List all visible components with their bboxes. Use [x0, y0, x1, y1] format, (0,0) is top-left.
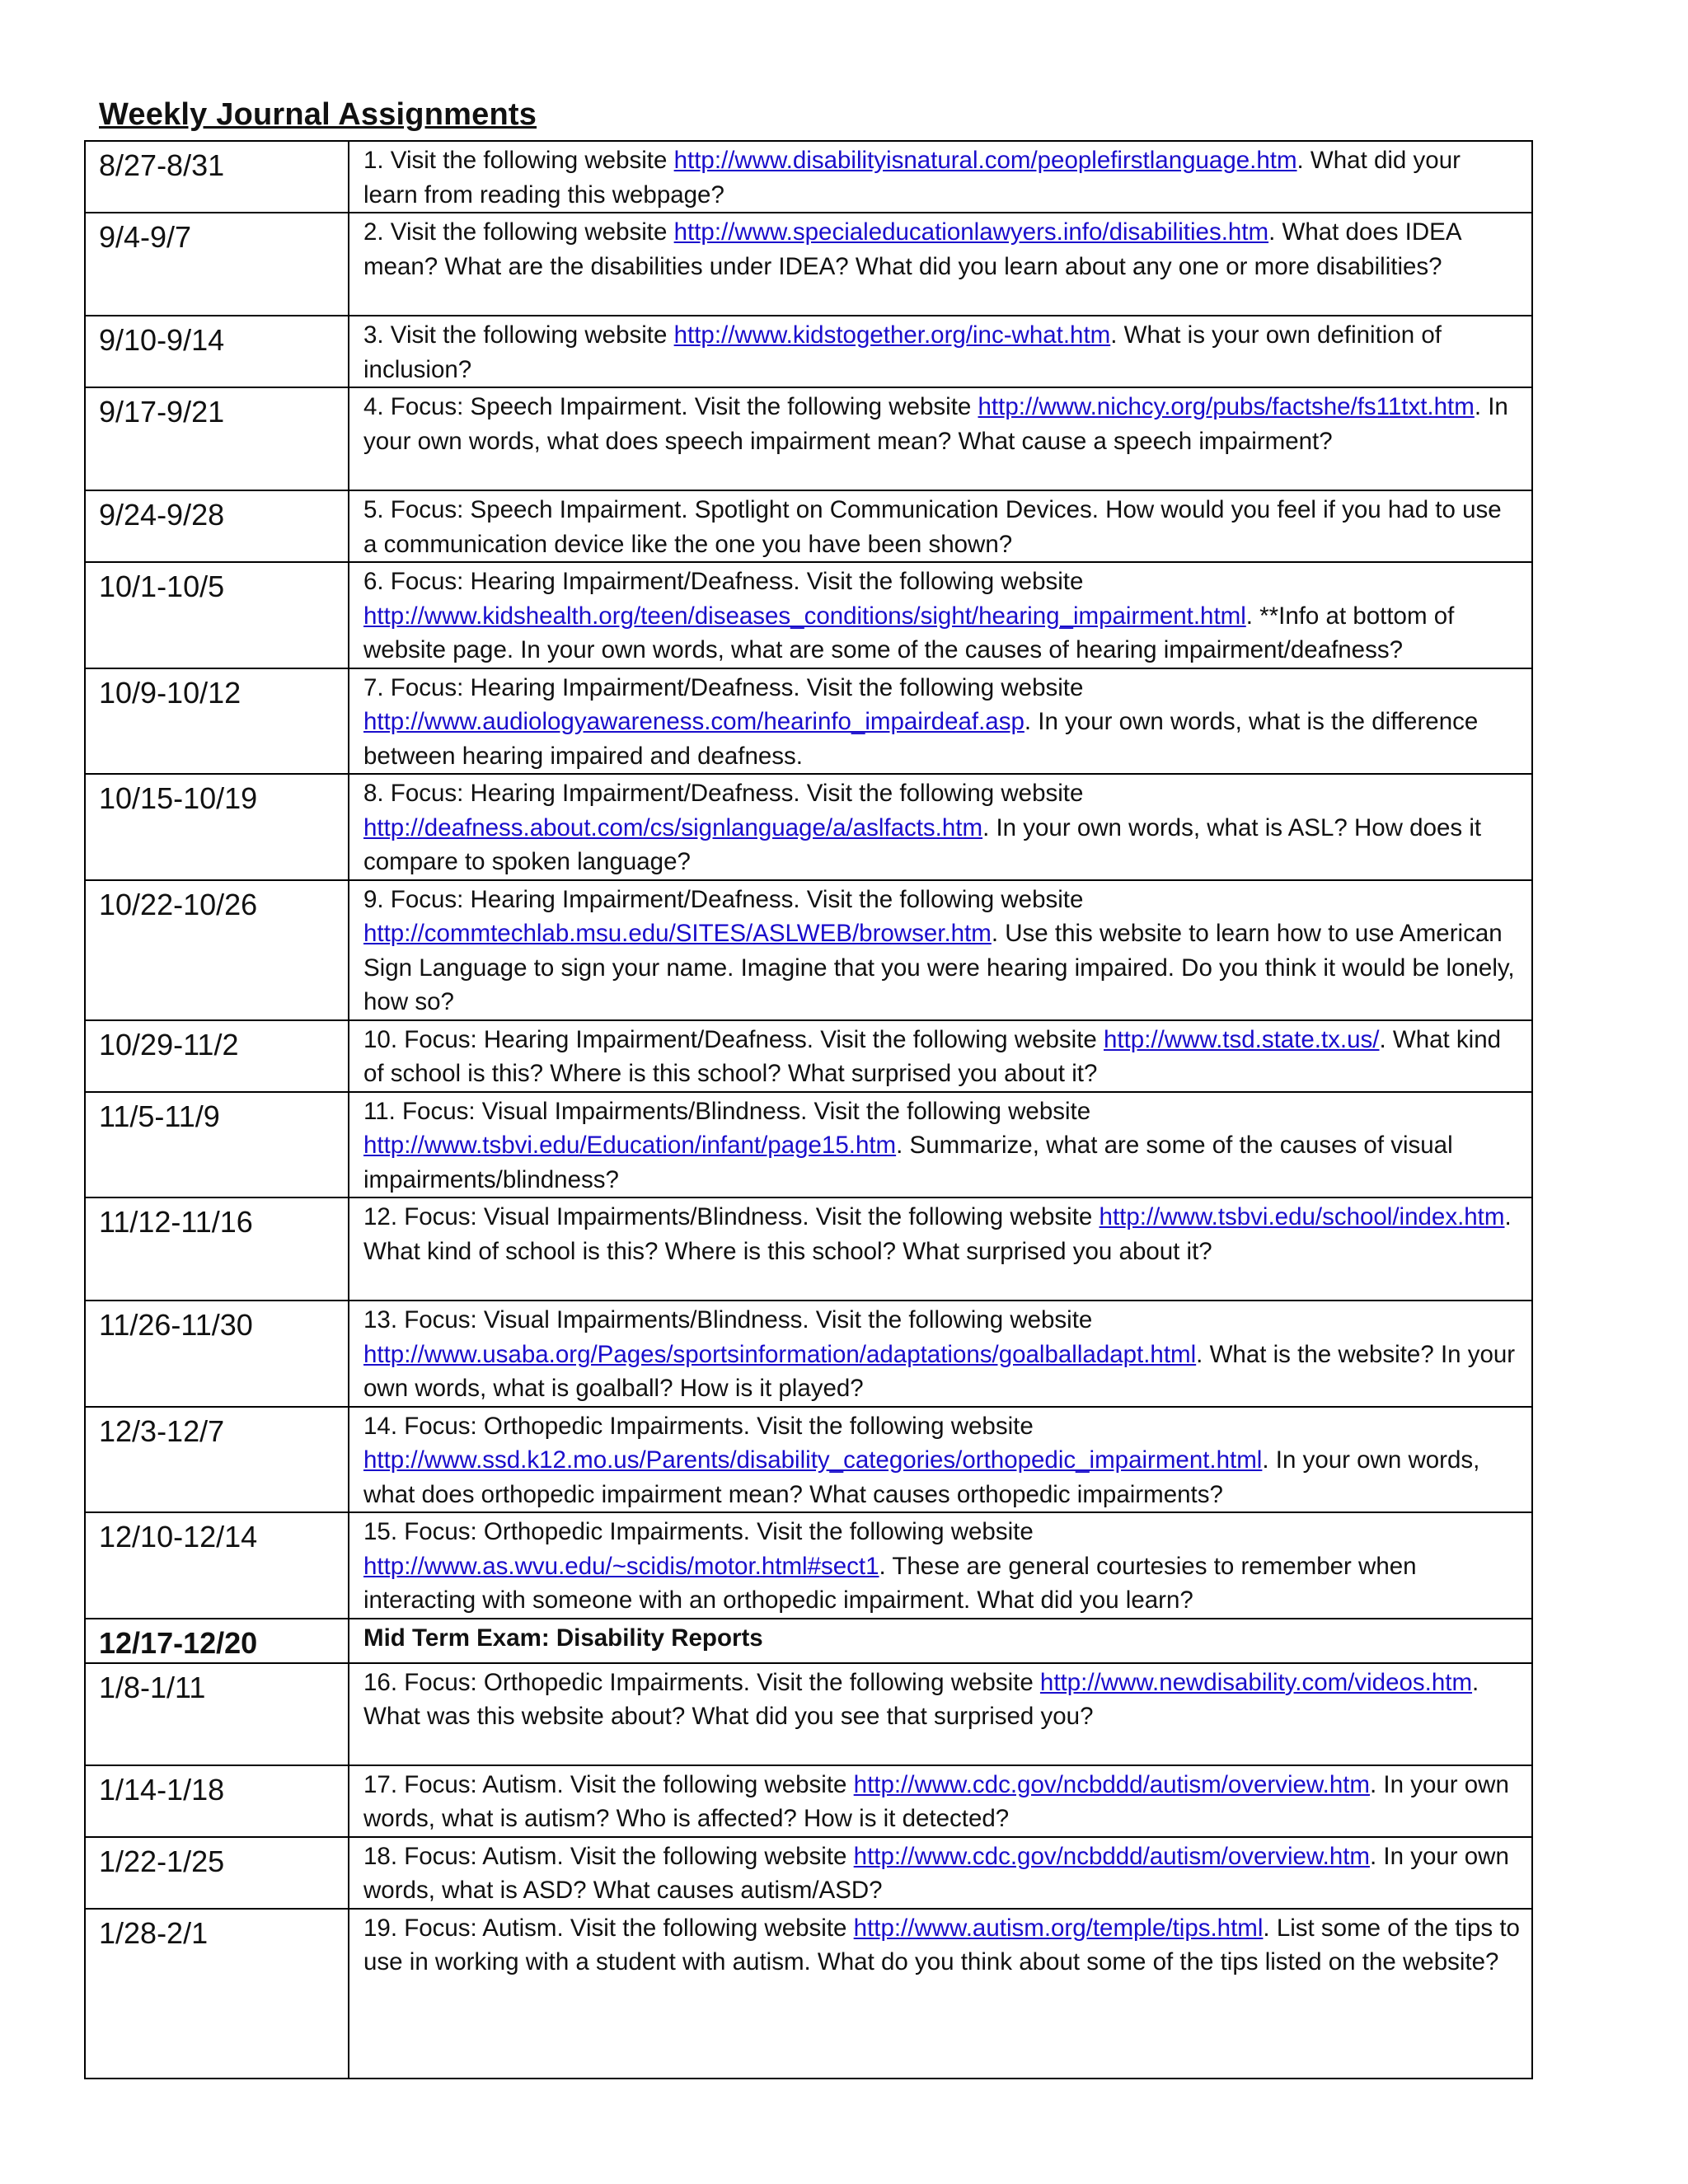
- week-date-cell: 9/4-9/7: [85, 213, 349, 316]
- assignment-question-text: . What kind of school is this? Where is this school? What surprised you about it?: [363, 1025, 1502, 1087]
- assignment-text: 17. Focus: Autism. Visit the following website: [363, 1770, 854, 1798]
- assignment-cell: [349, 668, 1532, 775]
- week-date-cell: 10/29-11/2: [85, 1020, 349, 1092]
- assignment-question-text: . Use this website to learn how to use American Sign Language to sign your name. Imagine that you were hearing impaired. Do you think it would be lonely, how so?: [363, 920, 1515, 1015]
- website-link[interactable]: http://www.kidstogether.org/inc-what.htm: [673, 321, 1111, 349]
- website-link[interactable]: http://www.tsbvi.edu/Education/infant/page15.htm: [363, 1132, 897, 1159]
- table-row: [85, 316, 1532, 387]
- assignment-text: 2. Visit the following website: [363, 218, 674, 246]
- week-date-cell: 11/26-11/30: [85, 1301, 349, 1407]
- week-date-cell: 11/5-11/9: [85, 1092, 349, 1198]
- assignment-question-text: . What is the website? In your own words, what is goalball? How is it played?: [363, 1340, 1516, 1402]
- table-row: [85, 1663, 1532, 1765]
- week-date-cell: 8/27-8/31: [85, 141, 349, 213]
- table-row: [85, 213, 1532, 316]
- website-link[interactable]: http://www.ssd.k12.mo.us/Parents/disability_categories/orthopedic_impairment.html: [363, 1446, 1263, 1474]
- week-date-cell: 10/1-10/5: [85, 562, 349, 668]
- website-link[interactable]: http://www.cdc.gov/ncbddd/autism/overview.htm: [853, 1770, 1370, 1798]
- table-row: [85, 1512, 1532, 1619]
- assignment-question-text: . In your own words, what is ASL? How does it compare to spoken language?: [363, 813, 1482, 875]
- week-date-cell: 1/28-2/1: [85, 1909, 349, 2079]
- assignment-cell: [349, 1301, 1532, 1407]
- table-row: [85, 1619, 1532, 1663]
- assignment-question-text: . What kind of school is this? Where is this school? What surprised you about it?: [363, 1203, 1512, 1265]
- assignment-cell: [349, 1663, 1532, 1765]
- assignment-question-text: . What is your own definition of inclusion?: [363, 321, 1442, 383]
- assignment-cell: [349, 1092, 1532, 1198]
- assignment-cell: [349, 387, 1532, 490]
- assignment-question-text: . These are general courtesies to remember when interacting with someone with an orthopedic impairment. What did you learn?: [363, 1552, 1417, 1614]
- week-date-cell: 10/22-10/26: [85, 880, 349, 1020]
- assignment-cell: [349, 880, 1532, 1020]
- week-date-cell: 12/10-12/14: [85, 1512, 349, 1619]
- assignment-text: 14. Focus: Orthopedic Impairments. Visit the following website: [363, 1412, 1034, 1440]
- website-link[interactable]: http://www.newdisability.com/videos.htm: [1039, 1668, 1473, 1696]
- week-date-cell: 9/17-9/21: [85, 387, 349, 490]
- assignment-cell: [349, 1512, 1532, 1619]
- assignment-text: 13. Focus: Visual Impairments/Blindness. Visit the following website: [363, 1306, 1093, 1333]
- table-row: [85, 774, 1532, 880]
- week-date-cell: 9/10-9/14: [85, 316, 349, 387]
- table-row: [85, 1301, 1532, 1407]
- assignment-cell: [349, 1619, 1532, 1663]
- week-date-cell: 1/14-1/18: [85, 1765, 349, 1837]
- assignment-cell: [349, 1837, 1532, 1909]
- website-link[interactable]: http://commtechlab.msu.edu/SITES/ASLWEB/browser.htm: [363, 920, 992, 947]
- table-row: [85, 562, 1532, 668]
- week-date-cell: 12/17-12/20: [85, 1619, 349, 1663]
- assignment-question-text: . In your own words, what is autism? Who is affected? How is it detected?: [363, 1770, 1509, 1832]
- table-row: [85, 387, 1532, 490]
- assignment-question-text: . In your own words, what is ASD? What causes autism/ASD?: [363, 1842, 1509, 1904]
- assignment-cell: [349, 1020, 1532, 1092]
- assignment-text: 3. Visit the following website: [363, 321, 674, 349]
- table-row: [85, 1092, 1532, 1198]
- table-row: [85, 880, 1532, 1020]
- assignment-text: 16. Focus: Orthopedic Impairments. Visit the following website: [363, 1668, 1040, 1696]
- assignment-cell: [349, 1765, 1532, 1837]
- week-date-cell: 12/3-12/7: [85, 1407, 349, 1513]
- week-date-cell: 9/24-9/28: [85, 490, 349, 562]
- assignment-text: 5. Focus: Speech Impairment. Spotlight on Communication Devices. How would you feel if you had to use a communication device like the one you have been shown?: [363, 496, 1502, 558]
- assignment-cell: [349, 774, 1532, 880]
- website-link[interactable]: http://www.tsd.state.tx.us/: [1104, 1025, 1380, 1053]
- website-link[interactable]: http://www.specialeducationlawyers.info/disabilities.htm: [673, 218, 1269, 246]
- website-link[interactable]: http://www.cdc.gov/ncbddd/autism/overview.htm: [853, 1842, 1370, 1870]
- assignment-cell: [349, 316, 1532, 387]
- assignment-cell: [349, 1407, 1532, 1513]
- assignment-cell: [349, 141, 1532, 213]
- website-link[interactable]: http://www.autism.org/temple/tips.html: [853, 1914, 1264, 1942]
- assignment-question-text: . What does IDEA mean? What are the disabilities under IDEA? What did you learn about any one or more disabilities?: [363, 218, 1461, 280]
- website-link[interactable]: http://www.as.wvu.edu/~scidis/motor.html#sect1: [363, 1552, 879, 1580]
- assignment-question-text: . In your own words, what does speech impairment mean? What cause a speech impairment?: [363, 393, 1508, 455]
- table-row: [85, 1020, 1532, 1092]
- assignment-cell: [349, 562, 1532, 668]
- assignment-question-text: . In your own words, what is the difference between hearing impaired and deafness.: [363, 708, 1479, 770]
- assignment-question-text: . **Info at bottom of website page. In your own words, what are some of the causes of hearing impairment/deafness?: [363, 602, 1455, 663]
- assignment-question-text: . What was this website about? What did you see that surprised you?: [363, 1668, 1479, 1730]
- assignment-text: 1. Visit the following website: [363, 147, 674, 174]
- table-row: [85, 1765, 1532, 1837]
- website-link[interactable]: http://www.nichcy.org/pubs/factshe/fs11txt.htm: [978, 393, 1475, 420]
- assignment-text: 7. Focus: Hearing Impairment/Deafness. Visit the following website: [363, 673, 1084, 701]
- assignments-table: [84, 140, 1533, 2079]
- assignment-text: 12. Focus: Visual Impairments/Blindness. Visit the following website: [363, 1203, 1100, 1230]
- assignment-question-text: . In your own words, what does orthopedic impairment mean? What causes orthopedic impairments?: [363, 1446, 1480, 1508]
- assignment-text: 10. Focus: Hearing Impairment/Deafness. Visit the following website: [363, 1025, 1104, 1053]
- assignment-question-text: . Summarize, what are some of the causes of visual impairments/blindness?: [363, 1132, 1453, 1193]
- assignment-text: 9. Focus: Hearing Impairment/Deafness. Visit the following website: [363, 885, 1084, 913]
- assignment-question-text: . List some of the tips to use in working with a student with autism. What do you think about some of the tips listed on the website?: [363, 1914, 1520, 1975]
- week-date-cell: 10/9-10/12: [85, 668, 349, 775]
- website-link[interactable]: http://www.kidshealth.org/teen/diseases_conditions/sight/hearing_impairment.html: [363, 602, 1246, 630]
- week-date-cell: 11/12-11/16: [85, 1197, 349, 1301]
- table-row: [85, 141, 1532, 213]
- assignment-text: 18. Focus: Autism. Visit the following website: [363, 1842, 854, 1870]
- page-title: Weekly Journal Assignments: [99, 97, 537, 132]
- website-link[interactable]: http://www.tsbvi.edu/school/index.htm: [1099, 1203, 1505, 1230]
- table-row: [85, 490, 1532, 562]
- assignment-cell: [349, 490, 1532, 562]
- assignment-text: 8. Focus: Hearing Impairment/Deafness. Visit the following website: [363, 780, 1084, 807]
- assignment-text: 19. Focus: Autism. Visit the following website: [363, 1914, 854, 1942]
- assignment-cell: [349, 213, 1532, 316]
- assignment-text: 15. Focus: Orthopedic Impairments. Visit the following website: [363, 1518, 1034, 1545]
- table-row: [85, 1197, 1532, 1301]
- website-link[interactable]: http://deafness.about.com/cs/signlanguage/a/aslfacts.htm: [363, 813, 983, 841]
- assignment-text: 11. Focus: Visual Impairments/Blindness. Visit the following website: [363, 1097, 1091, 1125]
- week-date-cell: 1/8-1/11: [85, 1663, 349, 1765]
- assignment-question-text: . What did your learn from reading this webpage?: [363, 147, 1461, 209]
- assignment-text: 4. Focus: Speech Impairment. Visit the following website: [363, 393, 978, 420]
- website-link[interactable]: http://www.disabilityisnatural.com/peoplefirstlanguage.htm: [673, 147, 1297, 174]
- assignments-table-body: [85, 141, 1532, 2079]
- assignment-text: Mid Term Exam: Disability Reports: [363, 1624, 763, 1652]
- table-row: [85, 1407, 1532, 1513]
- week-date-cell: 1/22-1/25: [85, 1837, 349, 1909]
- table-row: [85, 668, 1532, 775]
- assignment-text: 6. Focus: Hearing Impairment/Deafness. Visit the following website: [363, 568, 1084, 595]
- table-row: [85, 1909, 1532, 2079]
- week-date-cell: 10/15-10/19: [85, 774, 349, 880]
- website-link[interactable]: http://www.usaba.org/Pages/sportsinformation/adaptations/goalballadapt.html: [363, 1340, 1197, 1368]
- assignment-cell: [349, 1909, 1532, 2079]
- assignment-cell: [349, 1197, 1532, 1301]
- website-link[interactable]: http://www.audiologyawareness.com/hearinfo_impairdeaf.asp: [363, 708, 1025, 735]
- table-row: [85, 1837, 1532, 1909]
